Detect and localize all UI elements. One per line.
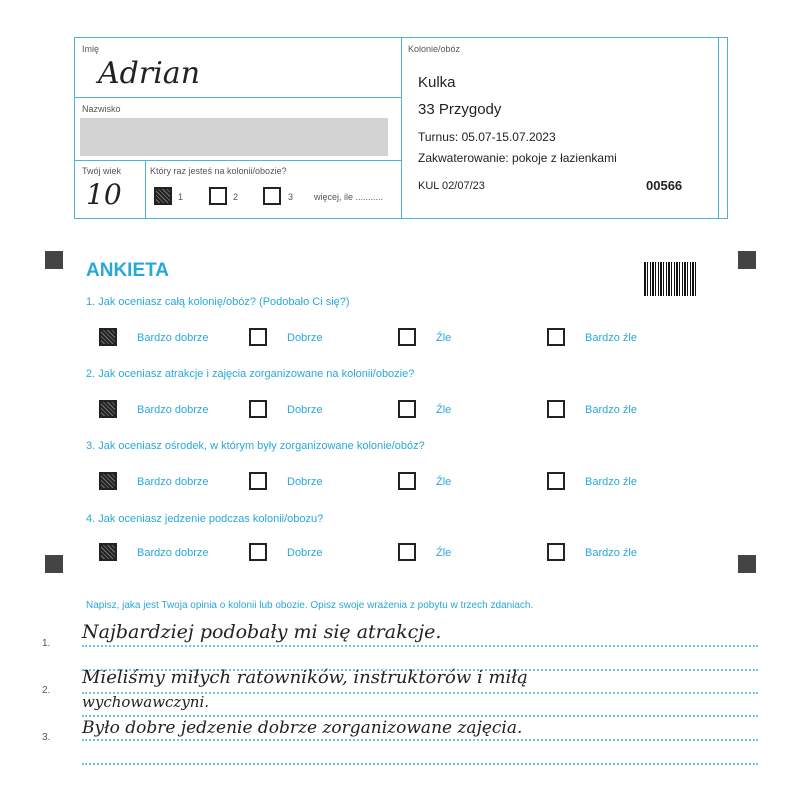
q2-label-bardzo-zle: Bardzo źle — [585, 404, 637, 416]
q2-label-zle: Źle — [436, 404, 452, 416]
q1-checkbox-dobrze[interactable] — [249, 328, 267, 346]
handwritten-answer-2b[interactable]: wychowawczyni. — [82, 693, 210, 711]
q3-label-zle: Źle — [436, 476, 452, 488]
ktory-raz-option-1: 1 — [178, 192, 184, 202]
q2-checkbox-dobrze[interactable] — [249, 400, 267, 418]
q3-checkbox-bardzo-dobrze[interactable] — [99, 472, 117, 490]
q2-checkbox-zle[interactable] — [398, 400, 416, 418]
question-1: 1. Jak oceniasz całą kolonię/obóz? (Podobało Ci się?) — [86, 296, 350, 308]
q1-checkbox-bardzo-zle[interactable] — [547, 328, 565, 346]
imie-value[interactable]: Adrian — [98, 56, 201, 91]
writing-line-4 — [82, 715, 758, 717]
registration-mark-tl — [45, 251, 63, 269]
q2-checkbox-bardzo-zle[interactable] — [547, 400, 565, 418]
writing-line-6 — [82, 763, 758, 765]
nazwisko-redacted — [80, 118, 388, 156]
q3-checkbox-zle[interactable] — [398, 472, 416, 490]
q2-label-bardzo-dobrze: Bardzo dobrze — [137, 404, 209, 416]
q4-label-bardzo-zle: Bardzo źle — [585, 547, 637, 559]
handwritten-answer-2[interactable]: Mieliśmy miłych ratowników, instruktorów i miłą — [82, 667, 528, 688]
ktory-raz-label: Który raz jesteś na kolonii/obozie? — [150, 166, 287, 176]
q2-label-dobrze: Dobrze — [287, 404, 323, 416]
handwritten-answer-1[interactable]: Najbardziej podobały mi się atrakcje. — [82, 621, 442, 643]
kolonie-name: Kulka — [418, 74, 456, 91]
q3-checkbox-dobrze[interactable] — [249, 472, 267, 490]
q3-label-bardzo-zle: Bardzo źle — [585, 476, 637, 488]
q1-label-bardzo-dobrze: Bardzo dobrze — [137, 332, 209, 344]
header-divider — [401, 37, 402, 218]
barcode — [644, 262, 698, 296]
nazwisko-label: Nazwisko — [82, 104, 121, 114]
q1-checkbox-bardzo-dobrze[interactable] — [99, 328, 117, 346]
ktory-raz-checkbox-2[interactable] — [209, 187, 227, 205]
q1-label-bardzo-zle: Bardzo źle — [585, 332, 637, 344]
q4-label-bardzo-dobrze: Bardzo dobrze — [137, 547, 209, 559]
ktory-raz-checkbox-1[interactable] — [154, 187, 172, 205]
q1-checkbox-zle[interactable] — [398, 328, 416, 346]
line-number-2: 2. — [42, 685, 51, 696]
q2-checkbox-bardzo-dobrze[interactable] — [99, 400, 117, 418]
zakwaterowanie: Zakwaterowanie: pokoje z łazienkami — [418, 151, 617, 165]
registration-mark-br — [738, 555, 756, 573]
kolonie-label: Kolonie/obóz — [408, 44, 461, 54]
q4-checkbox-bardzo-dobrze[interactable] — [99, 543, 117, 561]
writing-line-5 — [82, 739, 758, 741]
ktory-raz-option-2: 2 — [233, 192, 239, 202]
registration-mark-bl — [45, 555, 63, 573]
q3-label-dobrze: Dobrze — [287, 476, 323, 488]
q4-checkbox-zle[interactable] — [398, 543, 416, 561]
q1-label-zle: Źle — [436, 332, 452, 344]
question-3: 3. Jak oceniasz ośrodek, w którym były zorganizowane kolonie/obóz? — [86, 440, 425, 452]
kolonie-subtitle: 33 Przygody — [418, 101, 502, 118]
header-vline-wiek — [145, 160, 146, 218]
header-hline-1 — [74, 97, 402, 98]
line-number-3: 3. — [42, 732, 51, 743]
wiek-value[interactable]: 10 — [86, 178, 122, 211]
handwritten-answer-3[interactable]: Było dobre jedzenie dobrze zorganizowane zajęcia. — [82, 718, 523, 738]
q4-checkbox-dobrze[interactable] — [249, 543, 267, 561]
question-2: 2. Jak oceniasz atrakcje i zajęcia zorganizowane na kolonii/obozie? — [86, 368, 415, 380]
q1-label-dobrze: Dobrze — [287, 332, 323, 344]
q3-checkbox-bardzo-zle[interactable] — [547, 472, 565, 490]
ktory-raz-option-3: 3 — [288, 192, 294, 202]
q4-label-zle: Źle — [436, 547, 452, 559]
ktory-raz-checkbox-3[interactable] — [263, 187, 281, 205]
q4-label-dobrze: Dobrze — [287, 547, 323, 559]
turnus: Turnus: 05.07-15.07.2023 — [418, 130, 556, 144]
wiek-label: Twój wiek — [82, 166, 122, 176]
header-hline-2 — [74, 160, 402, 161]
q4-checkbox-bardzo-zle[interactable] — [547, 543, 565, 561]
question-4: 4. Jak oceniasz jedzenie podczas kolonii/obozu? — [86, 513, 324, 525]
header-number: 00566 — [646, 178, 683, 193]
line-number-1: 1. — [42, 638, 51, 649]
imie-label: Imię — [82, 44, 100, 54]
survey-title: ANKIETA — [86, 260, 170, 281]
opinion-prompt: Napisz, jaka jest Twoja opinia o kolonii lub obozie. Opisz swoje wrażenia z pobytu w trzech zdaniach. — [86, 600, 534, 611]
header-right-strip — [718, 37, 728, 218]
registration-mark-tr — [738, 251, 756, 269]
ktory-raz-more: więcej, ile ........... — [314, 192, 384, 202]
q3-label-bardzo-dobrze: Bardzo dobrze — [137, 476, 209, 488]
writing-line-1 — [82, 645, 758, 647]
header-code: KUL 02/07/23 — [418, 180, 485, 192]
